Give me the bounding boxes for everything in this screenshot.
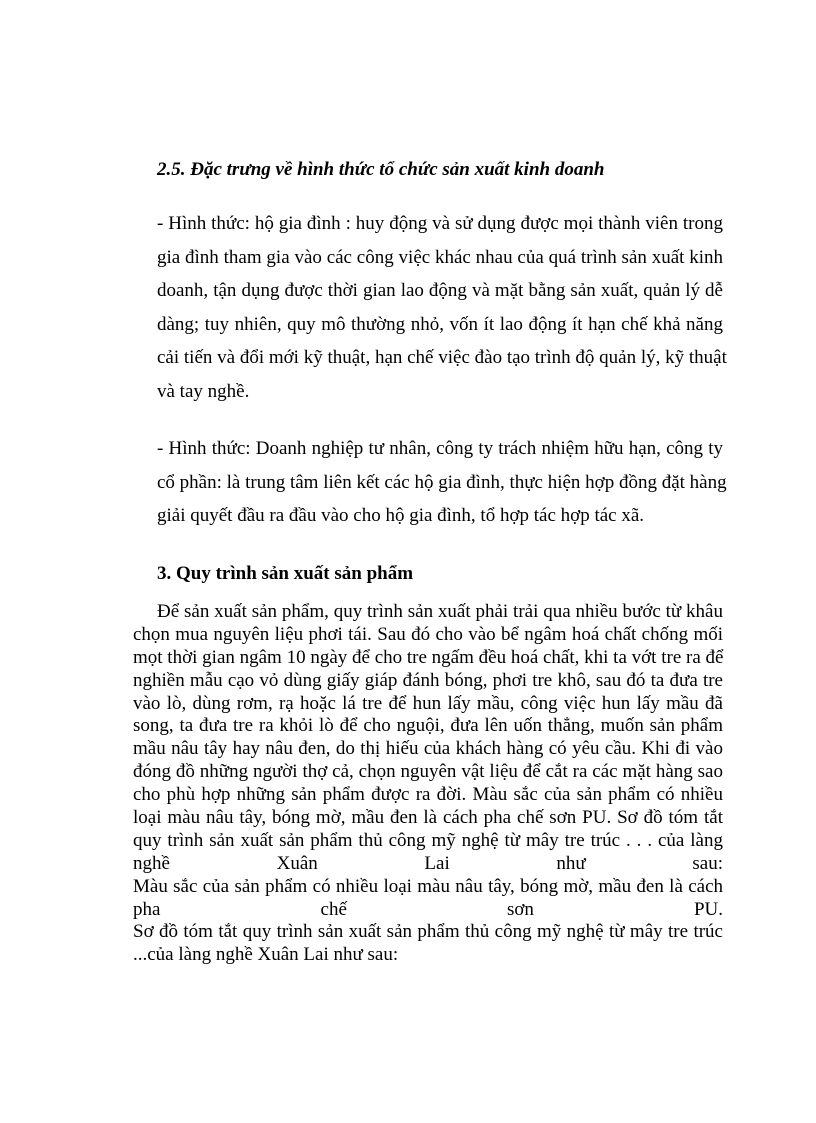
production-process-paragraph	[133, 601, 723, 967]
paragraph-line: gia đình tham gia vào các công việc khác nhau của quá trình sản xuất kinh	[157, 246, 723, 268]
paragraph-line: - Hình thức: Doanh nghiệp tư nhân, công ty trách nhiệm hữu hạn, công ty	[157, 438, 723, 459]
paragraph-line: Để sản xuất sản phẩm, quy trình sản xuất phải trải qua nhiều bước từ khâu	[157, 601, 723, 622]
paragraph-line: loại màu nâu tây, bóng mờ, mầu đen là cách pha chế sơn PU. Sơ đồ tóm tắt	[133, 807, 723, 829]
paragraph-line: doanh, tận dụng được thời gian lao động và mặt bằng sản xuất, quản lý dễ	[157, 280, 723, 302]
paragraph-line: chọn mua nguyên liệu phơi tái. Sau đó cho vào bể ngâm hoá chất chống mối	[133, 623, 723, 645]
paragraph-line: quy trình sản xuất sản phẩm thủ công mỹ nghệ từ mây tre trúc . . . của làng	[133, 829, 723, 851]
paragraph-line: và tay nghề.	[157, 380, 250, 402]
paragraph-line: ...của làng nghề Xuân Lai như sau:	[133, 944, 399, 966]
paragraph-line: đóng đồ những người thợ cả, chọn nguyên vật liệu để cắt ra các mặt hàng sao	[133, 761, 723, 783]
paragraph-line: nghiền mẫu cạo vỏ dùng giấy giáp đánh bóng, phơi tre khô, sau đó ta đưa tre	[133, 669, 723, 691]
section-3-heading: 3. Quy trình sản xuất sản phẩm	[157, 563, 414, 584]
paragraph-line: mọt thời gian ngâm 10 ngày để cho tre ngấm đều hoá chất, khi ta vớt tre ra để	[133, 646, 724, 668]
household-form-paragraph	[157, 207, 727, 409]
paragraph-line: dàng; tuy nhiên, quy mô thường nhỏ, vốn ít lao động ít hạn chế khả năng	[157, 313, 723, 335]
paragraph-line: mầu nâu tây hay nâu đen, do thị hiếu của khách hàng có yêu cầu. Khi đi vào	[133, 738, 723, 760]
paragraph-line: - Hình thức: hộ gia đình : huy động và sử dụng được mọi thành viên trong	[157, 213, 723, 234]
enterprise-form-paragraph	[157, 432, 727, 533]
paragraph-line: cải tiến và đổi mới kỹ thuật, hạn chế việc đào tạo trình độ quản lý, kỹ thuật	[157, 347, 727, 369]
paragraph-line: nghề Xuân Lai như sau:	[133, 852, 723, 874]
paragraph-line: Màu sắc của sản phẩm có nhiều loại màu nâu tây, bóng mờ, mầu đen là cách	[133, 875, 723, 897]
paragraph-line: giải quyết đầu ra đầu vào cho hộ gia đình, tổ hợp tác hợp tác xã.	[157, 505, 645, 527]
paragraph-line: pha chế sơn PU.	[133, 898, 723, 920]
paragraph-line: cổ phần: là trung tâm liên kết các hộ gia đình, thực hiện hợp đồng đặt hàng	[157, 471, 727, 493]
paragraph-line: Sơ đồ tóm tắt quy trình sản xuất sản phẩm thủ công mỹ nghệ từ mây tre trúc	[133, 921, 723, 943]
section-2-5-heading: 2.5. Đặc trưng về hình thức tổ chức sản xuất kinh doanh	[157, 159, 605, 180]
paragraph-line: cho phù hợp những sản phẩm được ra đời. Màu sắc của sản phẩm có nhiều	[133, 784, 723, 806]
paragraph-line: song, ta đưa tre ra khỏi lò để cho nguội, đưa lên uốn thẳng, muốn sản phẩm	[133, 715, 723, 737]
paragraph-line: vào lò, dùng rơm, rạ hoặc lá tre để hun lấy mầu, công việc hun lấy mầu đã	[133, 692, 723, 714]
